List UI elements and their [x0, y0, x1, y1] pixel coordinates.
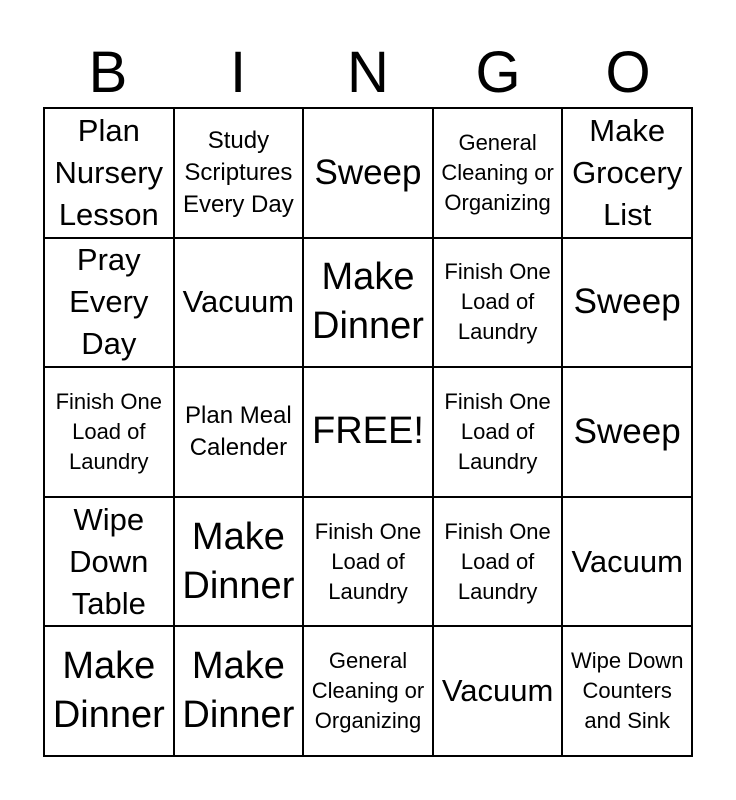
bingo-cell-text: Plan Nursery Lesson — [54, 112, 164, 232]
bingo-cell-text: Finish One Load of Laundry — [444, 259, 551, 345]
bingo-cell-r5-c3[interactable] — [303, 626, 433, 756]
header-letter-o: O — [605, 40, 651, 105]
bingo-cell-r1-c2[interactable] — [174, 108, 304, 238]
bingo-cell-text: Plan Meal Calender — [185, 401, 292, 461]
bingo-cell-r2-c1[interactable] — [44, 238, 174, 368]
bingo-cell-r2-c5[interactable] — [562, 238, 692, 368]
bingo-cell-text: Make Dinner — [52, 645, 165, 737]
bingo-cell-text: Sweep — [314, 152, 422, 192]
header-letter-g: G — [475, 40, 521, 105]
bingo-cell-text: Finish One Load of Laundry — [314, 518, 422, 604]
bingo-cell-text: Vacuum — [571, 543, 683, 579]
bingo-cell-text: Make Dinner — [182, 515, 295, 607]
bingo-cell-r5-c5[interactable] — [562, 626, 692, 756]
bingo-cell-r2-c3[interactable] — [303, 238, 433, 368]
bingo-cell-r1-c4[interactable] — [433, 108, 563, 238]
bingo-cell-r3-c5[interactable] — [562, 367, 692, 497]
bingo-cell-r1-c1[interactable] — [44, 108, 174, 238]
bingo-header — [43, 38, 693, 108]
bingo-cell-r4-c3[interactable] — [303, 497, 433, 627]
bingo-cell-r4-c1[interactable] — [44, 497, 174, 627]
bingo-cell-text: Make Dinner — [182, 645, 295, 737]
bingo-cell-r4-c4[interactable] — [433, 497, 563, 627]
bingo-cell-text: Finish One Load of Laundry — [444, 388, 551, 474]
bingo-cell-text: General Cleaning or Organizing — [311, 648, 425, 734]
bingo-cell-r2-c4[interactable] — [433, 238, 563, 368]
header-letter-b: B — [88, 40, 128, 105]
bingo-cell-text: General Cleaning or Organizing — [441, 129, 554, 215]
bingo-cell-text: Sweep — [573, 411, 681, 451]
bingo-cell-text: Finish One Load of Laundry — [55, 388, 162, 474]
bingo-cell-text: Finish One Load of Laundry — [444, 518, 551, 604]
bingo-cell-text: Sweep — [573, 282, 681, 322]
bingo-cell-r5-c4[interactable] — [433, 626, 563, 756]
bingo-cell-r3-c2[interactable] — [174, 367, 304, 497]
bingo-cell-r5-c2[interactable] — [174, 626, 304, 756]
header-letter-n: N — [347, 40, 389, 105]
bingo-cell-text: Vacuum — [182, 284, 295, 320]
bingo-cell-text: FREE! — [312, 410, 424, 453]
bingo-cell-r4-c2[interactable] — [174, 497, 304, 627]
bingo-cell-text: Study Scriptures Every Day — [183, 126, 294, 218]
bingo-card-grid — [43, 107, 693, 757]
bingo-cell-r1-c3[interactable] — [303, 108, 433, 238]
bingo-cell-text: Wipe Down Counters and Sink — [570, 648, 684, 734]
bingo-cell-text: Vacuum — [441, 673, 554, 709]
header-letter-i: I — [229, 40, 247, 105]
bingo-cell-text: Make Dinner — [312, 256, 424, 348]
bingo-cell-r2-c2[interactable] — [174, 238, 304, 368]
bingo-cell-r4-c5[interactable] — [562, 497, 692, 627]
bingo-cell-r3-c3[interactable] — [303, 367, 433, 497]
bingo-cell-text: Wipe Down Table — [69, 501, 149, 621]
bingo-cell-r1-c5[interactable] — [562, 108, 692, 238]
bingo-cell-r3-c1[interactable] — [44, 367, 174, 497]
bingo-cell-r3-c4[interactable] — [433, 367, 563, 497]
bingo-cell-r5-c1[interactable] — [44, 626, 174, 756]
bingo-cell-text: Pray Every Day — [69, 242, 149, 362]
bingo-cell-text: Make Grocery List — [572, 112, 683, 232]
